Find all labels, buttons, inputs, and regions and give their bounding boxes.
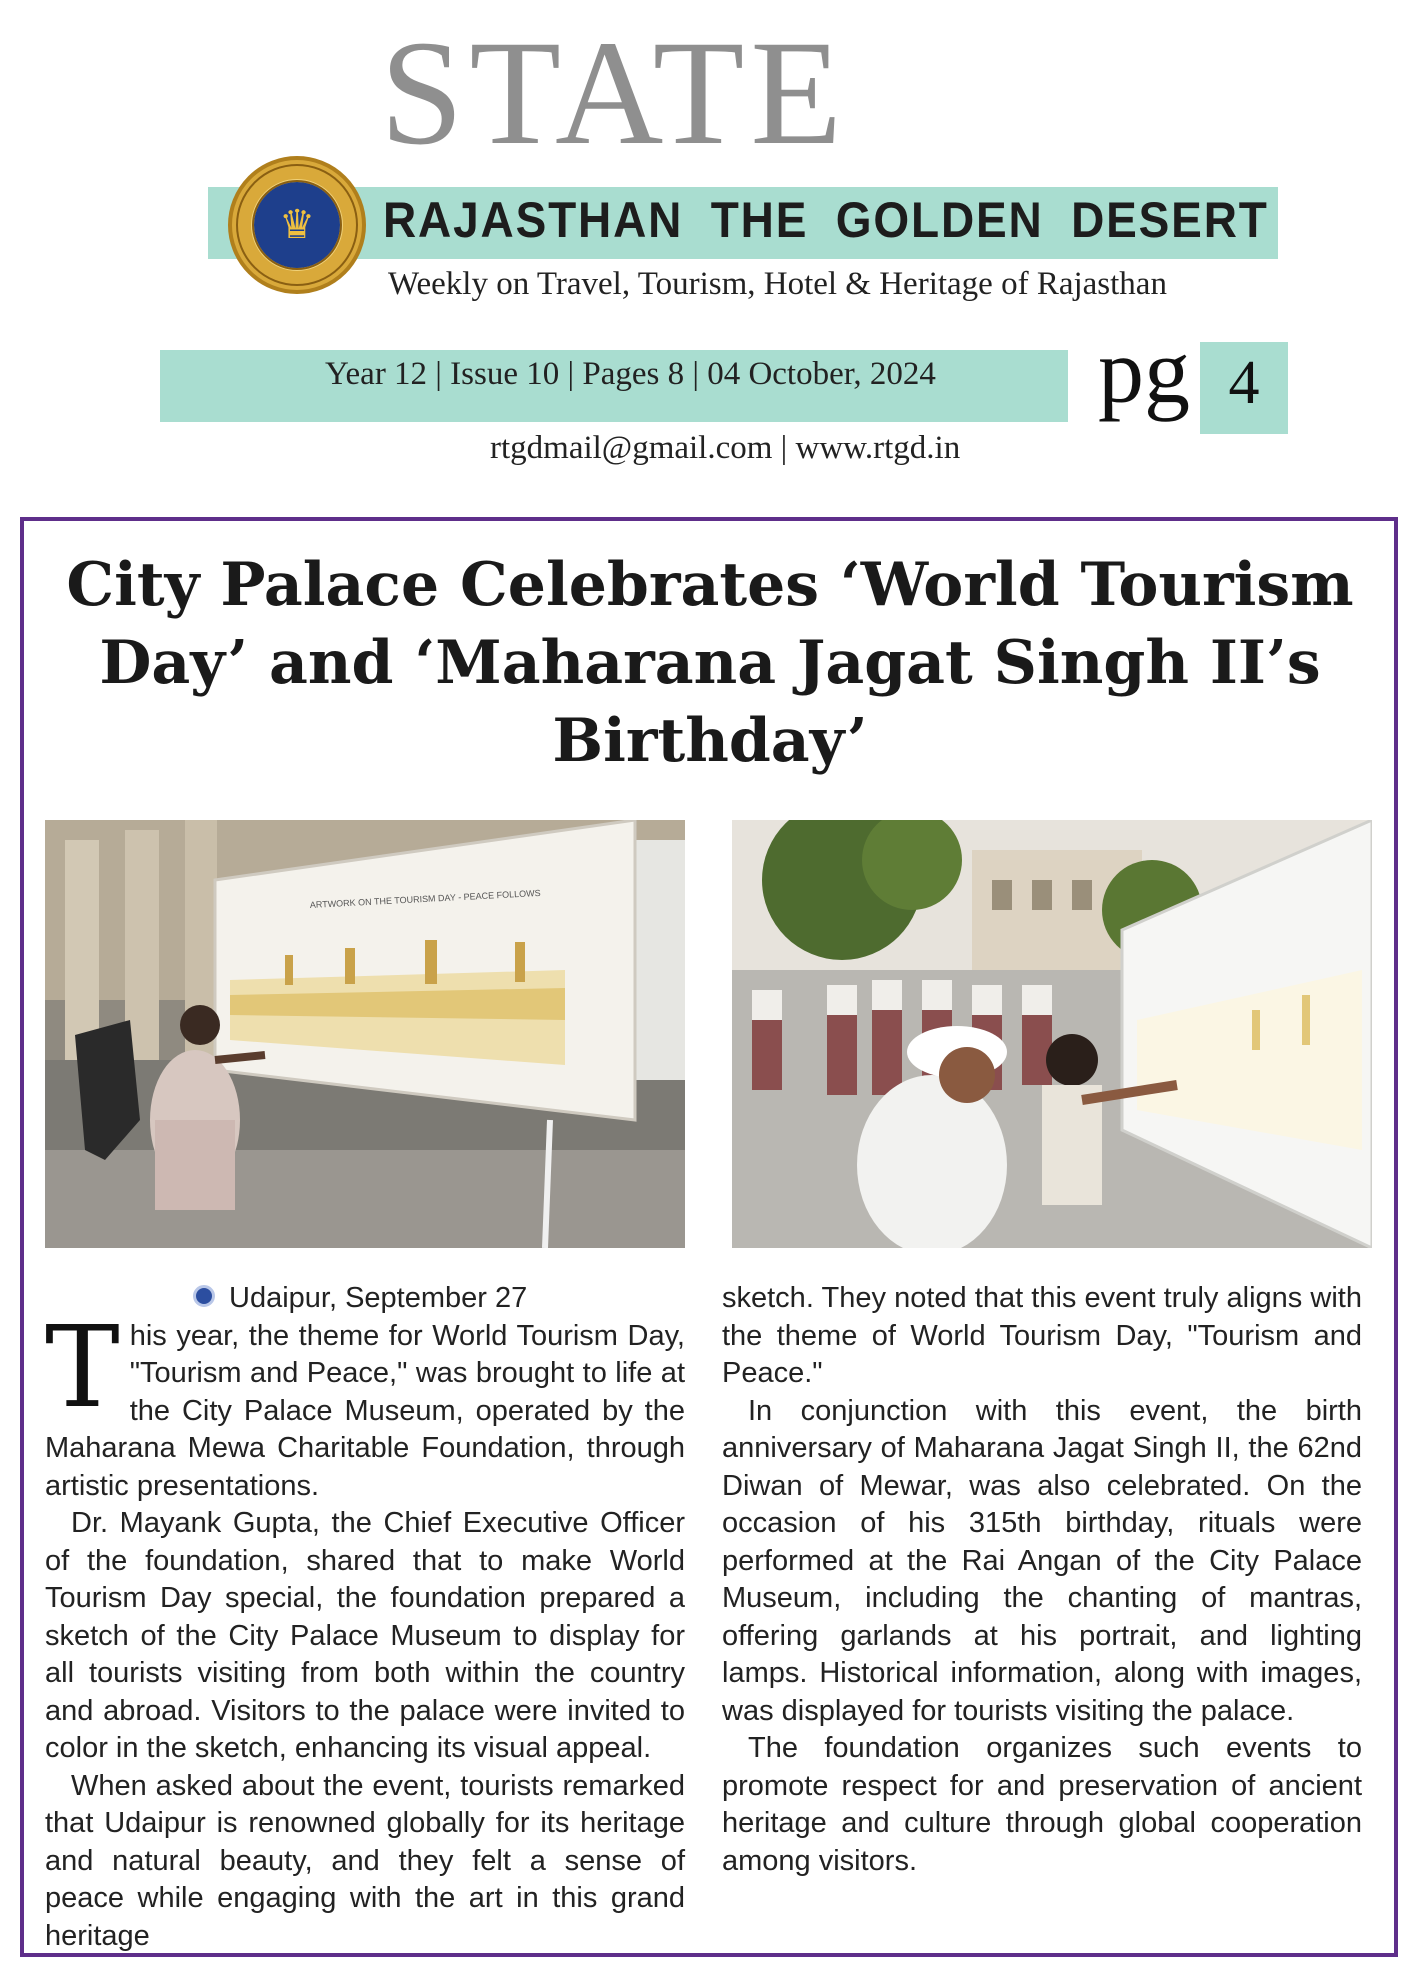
paragraph-3-part-1: When asked about the event, tourists remarked that Udaipur is renowned globally for its heritage and natural beauty, and they felt a sense of peace while engaging with the art in this grand heritage	[45, 1769, 685, 1952]
photo-woman-coloring-sketch	[45, 820, 685, 1248]
paragraph-3-part-2: sketch. They noted that this event truly aligns with the theme of World Tourism Day, "Tourism and Peace."	[722, 1282, 1362, 1389]
crest-icon: ♛	[251, 179, 343, 271]
publication-title: RAJASTHAN THE GOLDEN DESERT	[383, 192, 1269, 248]
dateline	[45, 1280, 685, 1318]
seal-ring-icon	[232, 160, 362, 290]
drop-cap: T	[45, 1302, 120, 1433]
paragraph-1-text: his year, the theme for World Tourism Day, "Tourism and Peace," was brought to life at the City Palace Museum, operated by the Maharana Mewa Charitable Foundation, through artistic presentations.	[45, 1319, 685, 1502]
contact-line: rtgdmail@gmail.com | www.rtgd.in	[490, 430, 961, 466]
page-label: pg	[1098, 320, 1190, 422]
publication-tagline: Weekly on Travel, Tourism, Hotel & Heritage of Rajasthan	[388, 266, 1167, 302]
page-number: 4	[1228, 349, 1260, 417]
paragraph-2: Dr. Mayank Gupta, the Chief Executive Officer of the foundation, shared that to make World Tourism Day special, the foundation prepared a sketch of the City Palace Museum to display for all tourists visiting from both within the country and abroad. Visitors to the palace were invited to color in the sketch, enhancing its visual appeal.	[45, 1507, 685, 1764]
publication-seal-logo	[228, 156, 366, 294]
article-column-left	[45, 1280, 685, 1955]
paragraph-5: The foundation organizes such events to promote respect for and preservation of ancient heritage and culture through global cooperation among visitors.	[722, 1732, 1362, 1877]
paragraph-4: In conjunction with this event, the birth anniversary of Maharana Jagat Singh II, the 62nd Diwan of Mewar, was also celebrated. On the occasion of his 315th birthday, rituals were performed at the Rai Angan of the City Palace Museum, including the chanting of mantras, offering garlands at his portrait, and lighting lamps. Historical information, along with images, was displayed for tourists visiting the palace.	[722, 1394, 1362, 1727]
dateline-bullet-icon	[193, 1285, 215, 1307]
board-caption: ARTWORK ON THE TOURISM DAY - PEACE FOLLOWS	[309, 887, 541, 910]
section-title: STATE	[380, 10, 848, 176]
paragraph-1	[45, 1302, 685, 1506]
article-headline: City Palace Celebrates ‘World Tourism Day’ and ‘Maharana Jagat Singh II’s Birthday’	[66, 550, 1354, 776]
dateline-text: Udaipur, September 27	[229, 1282, 528, 1314]
issue-info: Year 12 | Issue 10 | Pages 8 | 04 October, 2024	[325, 356, 936, 392]
article-column-right	[722, 1280, 1362, 1880]
photo-students-coloring-sketch	[732, 820, 1372, 1248]
